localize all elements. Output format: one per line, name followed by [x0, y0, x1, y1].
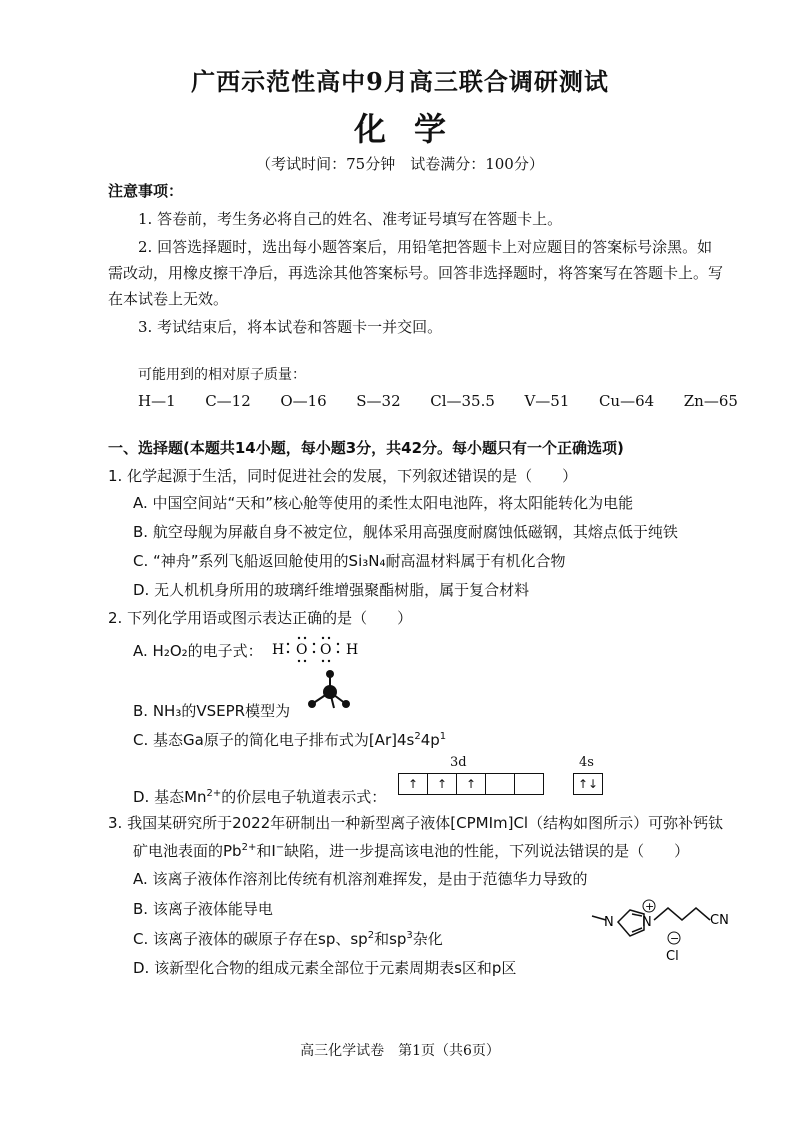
- atomic-mass-label: 可能用到的相对原子质量：: [138, 367, 306, 383]
- q2-option-c: [133, 729, 446, 750]
- orbital-box: [485, 773, 515, 795]
- atomic-mass-item: Cu—64: [598, 392, 655, 410]
- q3-stem-text: 矿电池表面的Pb: [133, 842, 242, 860]
- structure-n-label: N: [642, 915, 652, 930]
- q3-stem-text: 缺陷，进一步提高该电池的性能，下列说法错误的是（ ）: [284, 842, 690, 860]
- atomic-mass-item: C—12: [205, 392, 251, 410]
- svg-text:H: H: [346, 642, 359, 658]
- cn-group-label: CN: [710, 913, 729, 928]
- notice-item-1: 1. 答卷前，考生务必将自己的姓名、准考证号填写在答题卡上。: [138, 210, 563, 228]
- q2-option-c-sup: 2: [414, 731, 421, 742]
- orbital-box: ↑: [398, 773, 428, 795]
- q3-stem-sup: −: [275, 842, 285, 853]
- atomic-mass-item: S—32: [356, 392, 401, 410]
- notice-heading: 注意事项：: [108, 182, 184, 200]
- svg-text:H: H: [272, 642, 285, 658]
- orbital-box: [514, 773, 544, 795]
- atomic-mass-list: [138, 392, 738, 410]
- atomic-mass-item: V—51: [524, 392, 570, 410]
- notice-item-2-line-2: 需改动，用橡皮擦干净后，再选涂其他答案标号。回答非选择题时，将答案写在答题卡上。写: [108, 264, 724, 282]
- q3-stem-text: 和I: [256, 842, 276, 860]
- page-footer: 高三化学试卷 第1页（共6页）: [300, 1043, 500, 1059]
- q3-option-d: D. 该新型化合物的组成元素全部位于元素周期表s区和p区: [133, 959, 517, 977]
- q3-stem-sup: 2+: [241, 842, 257, 853]
- q3-option-a: A. 该离子液体作溶剂比传统有机溶剂难挥发，是由于范德华力导致的: [133, 870, 588, 888]
- q2-option-c-mid: 4p: [420, 731, 440, 749]
- orbital-3d-label: 3d: [450, 755, 467, 770]
- q3-option-b: B. 该离子液体能导电: [133, 900, 273, 918]
- q1-option-d: D. 无人机机身所用的玻璃纤维增强聚酯树脂，属于复合材料: [133, 581, 530, 599]
- cpmim-cl-structure: [590, 892, 750, 972]
- q2-option-d-rest: 的价层电子轨道表示式：: [221, 788, 387, 806]
- q2-option-c-text: C. 基态Ga原子的简化电子排布式为[Ar]4s: [133, 731, 415, 749]
- q3-option-c-sup: 3: [406, 930, 413, 941]
- q2-option-c-sup: 1: [439, 731, 447, 742]
- orbital-box: ↑: [427, 773, 457, 795]
- structure-n-label: N: [604, 915, 614, 930]
- q2-option-d-sup: 2+: [206, 788, 222, 799]
- q2-option-d: [133, 786, 386, 807]
- atomic-mass-item: Cl—35.5: [430, 392, 495, 410]
- q1-option-b: B. 航空母舰为屏蔽自身不被定位，舰体采用高强度耐腐蚀低磁钢，其熔点低于纯铁: [133, 523, 678, 541]
- q2-option-a: [133, 640, 263, 661]
- q2-option-d-text: D. 基态Mn: [133, 788, 207, 806]
- q1-option-c: C. “神舟”系列飞船返回舱使用的Si₃N₄耐高温材料属于有机化合物: [133, 552, 566, 570]
- orbital-box: ↑: [456, 773, 486, 795]
- notice-item-2-line-1: 2. 回答选择题时，选出每小题答案后，用铅笔把答题卡上对应题目的答案标号涂黑。如: [138, 238, 713, 256]
- atomic-mass-item: O—16: [280, 392, 327, 410]
- orbital-3d-boxes: [399, 773, 544, 795]
- svg-text:O: O: [320, 642, 332, 658]
- q1-stem: 1. 化学起源于生活，同时促进社会的发展，下列叙述错误的是（ ）: [108, 467, 578, 485]
- plus-charge: +: [645, 900, 655, 913]
- q2-option-a-label: A. H₂O₂的电子式：: [133, 642, 263, 660]
- minus-charge: −: [670, 932, 680, 945]
- h2o2-electron-dot-formula: [270, 632, 370, 666]
- svg-text:O: O: [296, 642, 308, 658]
- q3-option-c: [133, 928, 443, 949]
- atomic-mass-item: Zn—65: [683, 392, 738, 410]
- orbital-4s-label: 4s: [579, 755, 594, 770]
- q1-option-a: A. 中国空间站“天和”核心舱等使用的柔性太阳电池阵，将太阳能转化为电能: [133, 494, 634, 512]
- orbital-box: ↑↓: [573, 773, 603, 795]
- q3-option-c-text: C. 该离子液体的碳原子存在sp、sp: [133, 930, 368, 948]
- q2-stem: 2. 下列化学用语或图示表达正确的是（ ）: [108, 609, 413, 627]
- q3-option-c-sup: 2: [367, 930, 375, 941]
- nh3-vsepr-model: [304, 668, 354, 716]
- chloride-label: Cl: [666, 949, 679, 964]
- orbital-4s-boxes: [574, 773, 603, 795]
- q3-stem-line-2: [133, 840, 689, 861]
- notice-item-3: 3. 考试结束后，将本试卷和答题卡一并交回。: [138, 318, 443, 336]
- section-1-heading: 一、选择题(本题共14小题，每小题3分，共42分。每小题只有一个正确选项): [108, 439, 624, 457]
- q3-option-c-end: 杂化: [412, 930, 443, 948]
- exam-title: 广西示范性高中9月高三联合调研测试: [191, 67, 609, 96]
- notice-item-2-line-3: 在本试卷上无效。: [108, 290, 229, 308]
- subject-title: 化学: [353, 110, 474, 148]
- exam-info: （考试时间：75分钟 试卷满分：100分）: [256, 155, 544, 173]
- q2-option-b: B. NH₃的VSEPR模型为: [133, 702, 291, 720]
- atomic-mass-item: H—1: [138, 392, 176, 410]
- q3-option-c-mid: 和sp: [374, 930, 407, 948]
- q3-stem-line-1: 3. 我国某研究所于2022年研制出一种新型离子液体[CPMIm]Cl（结构如图所示）可弥补钙钛: [108, 814, 724, 832]
